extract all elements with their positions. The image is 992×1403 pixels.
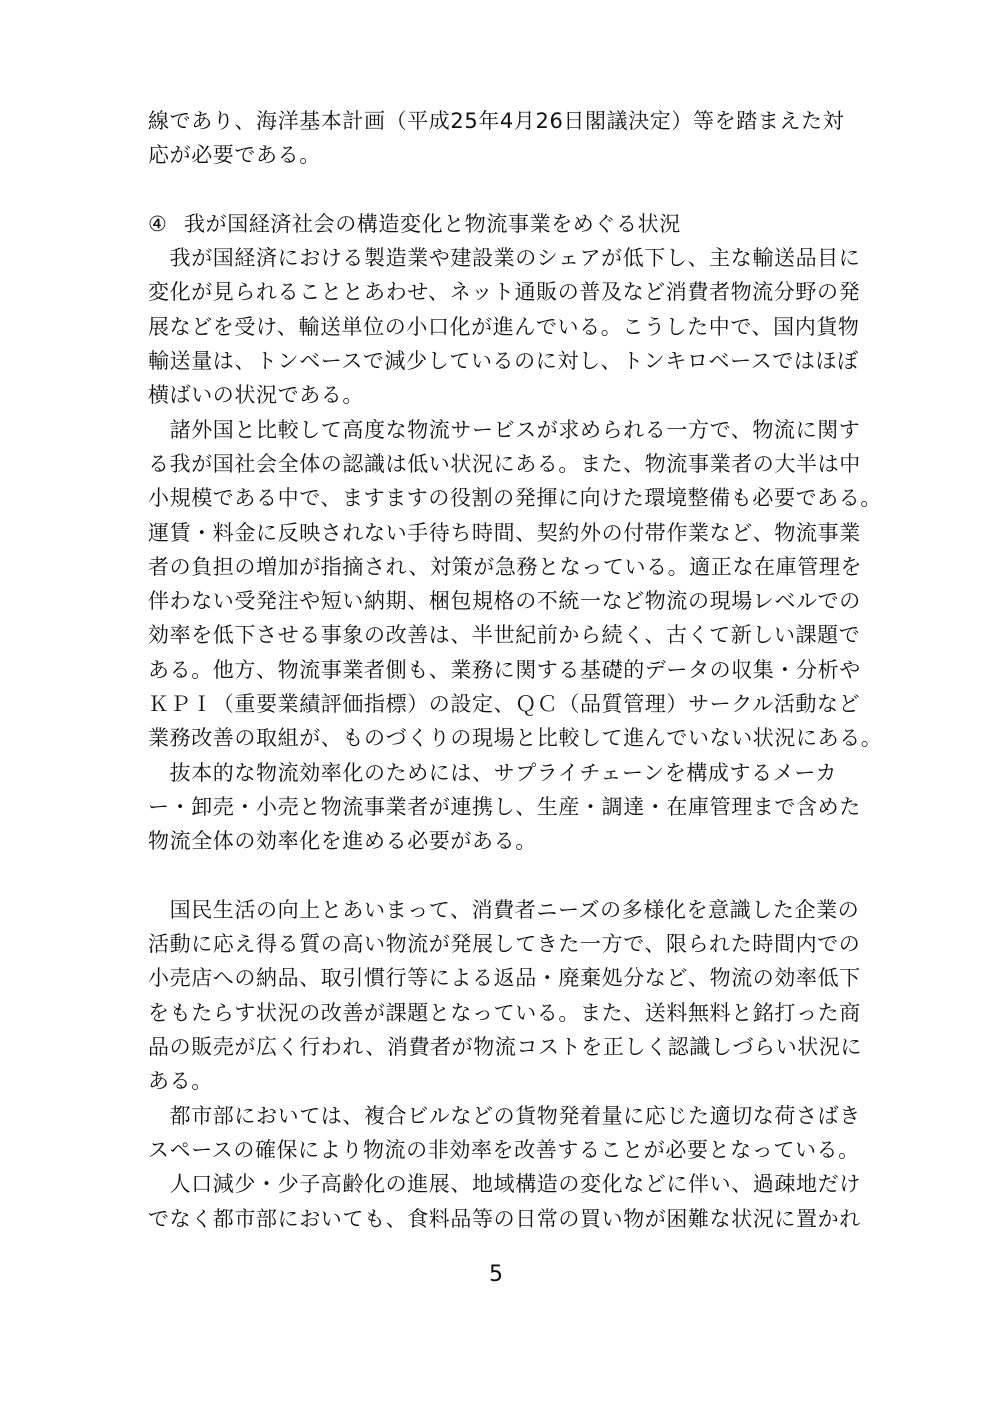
paragraph-4 — [148, 893, 893, 1099]
text-line: でなく都市部においても、食料品等の日常の買い物が困難な状況に置かれ — [148, 1206, 861, 1231]
section-number: ④ — [148, 211, 168, 236]
paragraph-3 — [148, 756, 893, 859]
spacer — [148, 859, 893, 893]
text-line: 都市部においては、複合ビルなどの貨物発着量に応じた適切な荷さばき — [148, 1103, 861, 1128]
paragraph-1 — [148, 241, 893, 412]
paragraph-2 — [148, 413, 893, 756]
paragraph-6 — [148, 1167, 893, 1236]
text-line: 諸外国と比較して高度な物流サービスが求められる一方で、物流に関す — [148, 417, 861, 442]
page-number: 5 — [489, 1262, 503, 1287]
text-line: 効率を低下させる事象の改善は、半世紀前から続く、古くて新しい課題で — [148, 623, 861, 648]
text-line: 展などを受け、輸送単位の小口化が進んでいる。こうした中で、国内貨物 — [148, 314, 860, 339]
section-heading — [148, 207, 893, 241]
intro-paragraph — [148, 104, 893, 173]
text-line: ある。他方、物流事業者側も、業務に関する基礎的データの収集・分析や — [148, 657, 861, 682]
text-line: 小売店への納品、取引慣行等による返品・廃棄処分など、物流の効率低下 — [148, 966, 861, 991]
text-line: 小規模である中で、ますますの役割の発揮に向けた環境整備も必要である。 — [148, 486, 882, 511]
text-line: 輸送量は、トンベースで減少しているのに対し、トンキロベースではほぼ — [148, 349, 859, 374]
text-line: 物流全体の効率化を進める必要がある。 — [148, 829, 537, 854]
text-line: 伴わない受発注や短い納期、梱包規格の不統一など物流の現場レベルでの — [148, 589, 861, 614]
text-line: 応が必要である。 — [148, 143, 321, 168]
text-line: 線であり、海洋基本計画（平成25年4月26日閣議決定）等を踏まえた対 — [148, 109, 845, 133]
paragraph-5 — [148, 1099, 893, 1168]
text-line: ＫＰＩ（重要業績評価指標）の設定、ＱＣ（品質管理）サークル活動など — [148, 692, 861, 717]
text-line: 人口減少・少子高齢化の進展、地域構造の変化などに伴い、過疎地だけ — [148, 1172, 861, 1197]
text-line: 横ばいの状況である。 — [148, 383, 364, 408]
section-title: 我が国経済社会の構造変化と物流事業をめぐる状況 — [184, 211, 681, 236]
text-line: ー・卸売・小売と物流事業者が連携し、生産・調達・在庫管理まで含めた — [148, 794, 861, 819]
text-line: 抜本的な物流効率化のためには、サプライチェーンを構成するメーカ — [148, 760, 838, 785]
text-line: 運賃・料金に反映されない手待ち時間、契約外の付帯作業など、物流事業 — [148, 520, 861, 545]
text-line: る我が国社会全体の認識は低い状況にある。また、物流事業者の大半は中 — [148, 451, 861, 476]
document-body — [148, 104, 893, 1236]
text-line: 者の負担の増加が指摘され、対策が急務となっている。適正な在庫管理を — [148, 554, 863, 579]
text-line: 国民生活の向上とあいまって、消費者ニーズの多様化を意識した企業の — [148, 897, 860, 922]
text-line: 変化が見られることとあわせ、ネット通販の普及など消費者物流分野の発 — [148, 280, 861, 305]
text-line: 業務改善の取組が、ものづくりの現場と比較して進んでいない状況にある。 — [148, 726, 883, 751]
text-line: 品の販売が広く行われ、消費者が物流コストを正しく認識しづらい状況に — [148, 1035, 863, 1060]
text-line: 活動に応え得る質の高い物流が発展してきた一方で、限られた時間内での — [148, 932, 861, 957]
text-line: をもたらす状況の改善が課題となっている。また、送料無料と銘打った商 — [148, 1000, 861, 1025]
text-line: スペースの確保により物流の非効率を改善することが必要となっている。 — [148, 1137, 860, 1162]
text-line: ある。 — [148, 1069, 213, 1094]
spacer — [148, 173, 893, 207]
text-line: 我が国経済における製造業や建設業のシェアが低下し、主な輸送品目に — [148, 246, 861, 271]
